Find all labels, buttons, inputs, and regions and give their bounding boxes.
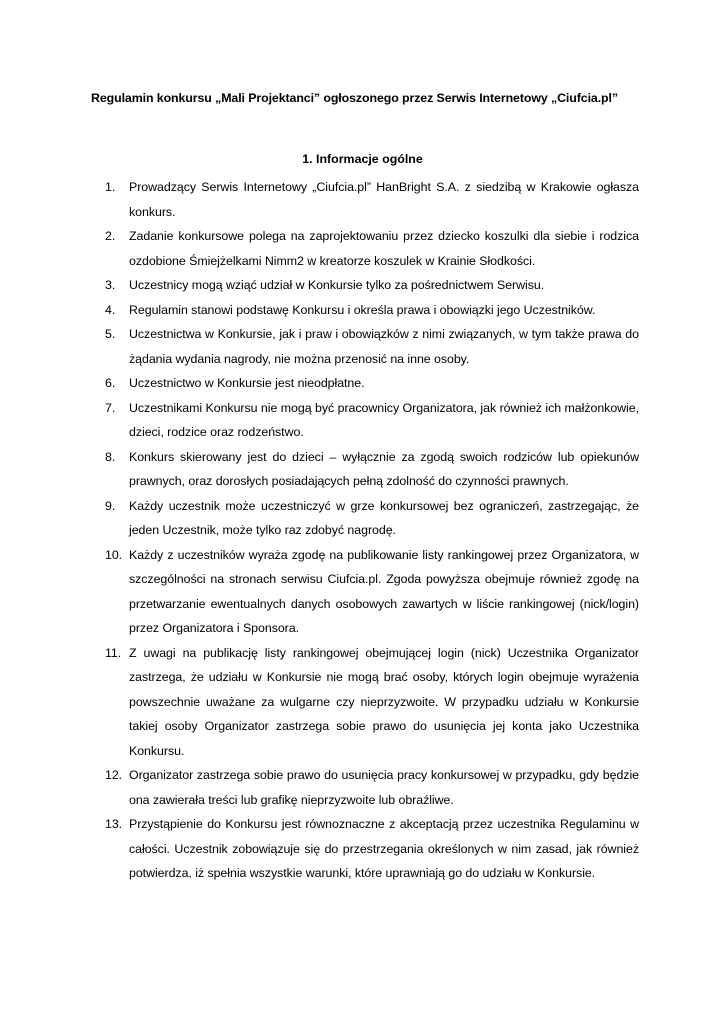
list-item-number: 1. — [105, 180, 116, 194]
rules-list — [91, 175, 639, 886]
section-heading: 1. Informacje ogólne — [302, 152, 423, 166]
list-item-text: Z uwagi na publikację listy rankingowej obejmującej login (nick) Uczestnika Organizator zastrzega, że udziału w Konkursie nie mogą brać osoby, których login obejmuje wyrażenia powszechnie uważane za wulgarne czy nieprzyzwoite. W przypadku udziału w Konkursie takiej osoby Organizator zastrzega sobie prawo do usunięcia jej konta jako Uczestnika Konkursu. — [129, 645, 639, 758]
list-item — [91, 445, 639, 494]
list-item — [91, 371, 639, 396]
list-item — [91, 763, 639, 812]
list-item — [91, 494, 639, 543]
list-item — [91, 543, 639, 641]
list-item — [91, 224, 639, 273]
list-item-text: Uczestnicy mogą wziąć udział w Konkursie tylko za pośrednictwem Serwisu. — [129, 278, 545, 292]
list-item-number: 8. — [105, 449, 116, 464]
list-item-text: Każdy uczestnik może uczestniczyć w grze konkursowej bez ograniczeń, zastrzegając, że jeden Uczestnik, może tylko raz zdobyć nagrodę. — [129, 498, 639, 537]
list-item-text: Uczestnictwo w Konkursie jest nieodpłatne. — [129, 376, 365, 390]
list-item-number: 7. — [105, 400, 116, 415]
list-item-text: Organizator zastrzega sobie prawo do usunięcia pracy konkursowej w przypadku, gdy będzie ona zawierała treści lub grafikę nieprzyzwoite lub obraźliwe. — [129, 768, 639, 807]
document-title: Regulamin konkursu „Mali Projektanci” ogłoszonego przez Serwis Internetowy „Ciufcia.pl” — [91, 91, 618, 105]
list-item-number: 13. — [105, 817, 123, 831]
list-item-number: 4. — [105, 302, 116, 317]
list-item — [91, 396, 639, 445]
list-item-number: 12. — [105, 768, 123, 782]
list-item-text: Każdy z uczestników wyraża zgodę na publikowanie listy rankingowej przez Organizatora, w szczególności na stronach serwisu Ciufcia.pl. Zgoda powyższa obejmuje również zgodę na przetwarzanie ewentualnych danych osobowych zawartych w liście rankingowej (nick/login) przez Organizatora i Sponsora. — [129, 547, 639, 635]
list-item-text: Uczestnikami Konkursu nie mogą być pracownicy Organizatora, jak również ich małżonkowie, dzieci, rodzice oraz rodzeństwo. — [129, 400, 639, 439]
list-item — [91, 322, 639, 371]
list-item-text: Uczestnictwa w Konkursie, jak i praw i obowiązków z nimi związanych, w tym także prawa do żądania wydania nagrody, nie można przenosić na inne osoby. — [129, 327, 639, 366]
list-item-text: Konkurs skierowany jest do dzieci – wyłącznie za zgodą swoich rodziców lub opiekunów prawnych, oraz dorosłych posiadających pełną zdolność do czynności prawnych. — [129, 449, 639, 488]
list-item — [91, 298, 639, 323]
list-item-text: Zadanie konkursowe polega na zaprojektowaniu przez dziecko koszulki dla siebie i rodzica ozdobione Śmiejżelkami Nimm2 w kreatorze koszulek w Krainie Słodkości. — [129, 229, 639, 268]
list-item-text: Prowadzący Serwis Internetowy „Ciufcia.pl” HanBright S.A. z siedzibą w Krakowie ogłasza konkurs. — [129, 180, 639, 219]
list-item-number: 2. — [105, 229, 116, 243]
list-item-text: Regulamin stanowi podstawę Konkursu i określa prawa i obowiązki jego Uczestników. — [129, 302, 596, 317]
list-item-number: 9. — [105, 498, 116, 513]
list-item — [91, 175, 639, 224]
list-item-number: 10. — [105, 547, 123, 562]
list-item — [91, 812, 639, 886]
list-item-text: Przystąpienie do Konkursu jest równoznaczne z akceptacją przez uczestnika Regulaminu w całości. Uczestnik zobowiązuje się do przestrzegania określonych w nim zasad, jak również potwierdza, iż spełnia wszystkie warunki, które uprawniają go do udziału w Konkursie. — [129, 817, 639, 880]
list-item-number: 3. — [105, 278, 116, 292]
list-item-number: 5. — [105, 327, 116, 341]
list-item-number: 6. — [105, 376, 116, 390]
list-item — [91, 641, 639, 764]
list-item-number: 11. — [105, 645, 122, 660]
list-item — [91, 273, 639, 298]
